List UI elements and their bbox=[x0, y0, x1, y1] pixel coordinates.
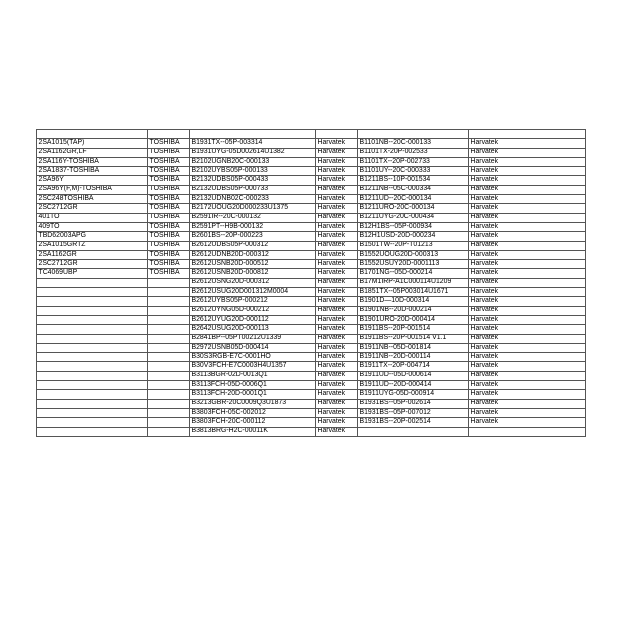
table-cell: Harvatek bbox=[316, 427, 358, 436]
table-cell: Harvatek bbox=[469, 278, 586, 287]
table-cell: Harvatek bbox=[316, 371, 358, 380]
table-cell bbox=[148, 362, 190, 371]
table-cell: B30S3RGB-E7C-0001HO bbox=[190, 353, 316, 362]
table-cell: B2172UOUG20D000233U1375 bbox=[190, 204, 316, 213]
table-cell bbox=[37, 130, 148, 139]
table-cell bbox=[190, 130, 316, 139]
table-cell: Harvatek bbox=[316, 269, 358, 278]
table-cell bbox=[148, 297, 190, 306]
table-cell: B1911BS--20P-001514 V1.1 bbox=[358, 334, 469, 343]
table-row bbox=[37, 167, 586, 176]
table-cell: Harvatek bbox=[469, 315, 586, 324]
table-cell: 2SA1015GRTZ bbox=[37, 241, 148, 250]
table-cell: B1101TX--20P-002733 bbox=[358, 157, 469, 166]
table-cell: Harvatek bbox=[316, 241, 358, 250]
table-cell: B1211UD--20C-000134 bbox=[358, 195, 469, 204]
table-cell: Harvatek bbox=[316, 306, 358, 315]
table-cell: Harvatek bbox=[469, 176, 586, 185]
table-cell: B2102UYBS05P-000133 bbox=[190, 167, 316, 176]
table-cell: B3113FCH-05D-0006Q1 bbox=[190, 381, 316, 390]
table-cell bbox=[37, 315, 148, 324]
table-cell: TOSHIBA bbox=[148, 232, 190, 241]
table-row bbox=[37, 306, 586, 315]
table-cell: Harvatek bbox=[469, 371, 586, 380]
table-cell bbox=[37, 334, 148, 343]
table-cell: TOSHIBA bbox=[148, 157, 190, 166]
table-cell: Harvatek bbox=[469, 288, 586, 297]
table-cell bbox=[148, 418, 190, 427]
table-cell: TBD62003APG bbox=[37, 232, 148, 241]
parts-table bbox=[36, 129, 586, 437]
table-row bbox=[37, 408, 586, 417]
table-row bbox=[37, 381, 586, 390]
table-cell: Harvatek bbox=[316, 176, 358, 185]
table-cell: Harvatek bbox=[469, 362, 586, 371]
table-cell: 2SA96Y bbox=[37, 176, 148, 185]
table-cell: B1911NB--05D-001814 bbox=[358, 343, 469, 352]
table-cell bbox=[37, 381, 148, 390]
table-cell: Harvatek bbox=[469, 167, 586, 176]
table-row bbox=[37, 185, 586, 194]
table-cell: B2612UDBS05P-000312 bbox=[190, 241, 316, 250]
table-row bbox=[37, 343, 586, 352]
table-cell: TOSHIBA bbox=[148, 241, 190, 250]
table-cell: B1901D—10D-000314 bbox=[358, 297, 469, 306]
table-cell: 2SC2712GR bbox=[37, 260, 148, 269]
table-cell bbox=[358, 427, 469, 436]
table-cell: B1101TX-20P-002533 bbox=[358, 148, 469, 157]
table-cell: Harvatek bbox=[316, 204, 358, 213]
table-cell: Harvatek bbox=[316, 325, 358, 334]
table-cell: Harvatek bbox=[316, 381, 358, 390]
table-cell: B1931BS--20P-002514 bbox=[358, 418, 469, 427]
table-row bbox=[37, 130, 586, 139]
table-cell: Harvatek bbox=[469, 232, 586, 241]
table-cell: B2612USNB20D-000512 bbox=[190, 260, 316, 269]
table-cell: B2132UDBS05P-000433 bbox=[190, 176, 316, 185]
table-cell: Harvatek bbox=[316, 399, 358, 408]
table-cell: B2612USNB20D-000812 bbox=[190, 269, 316, 278]
table-cell bbox=[316, 130, 358, 139]
table-row bbox=[37, 427, 586, 436]
table-cell: Harvatek bbox=[316, 222, 358, 231]
table-cell: B3113FCH-20D-0001Q1 bbox=[190, 390, 316, 399]
table-cell: B2972USNB05D-000414 bbox=[190, 343, 316, 352]
table-cell: Harvatek bbox=[316, 185, 358, 194]
table-cell bbox=[148, 427, 190, 436]
table-cell: B2841BP--05PT00212U1339 bbox=[190, 334, 316, 343]
table-cell: Harvatek bbox=[469, 269, 586, 278]
table-cell: Harvatek bbox=[316, 353, 358, 362]
table-cell: B2612USNG20D-000312 bbox=[190, 278, 316, 287]
table-cell: Harvatek bbox=[469, 213, 586, 222]
table-cell bbox=[37, 343, 148, 352]
table-cell: Harvatek bbox=[469, 260, 586, 269]
table-cell: Harvatek bbox=[316, 148, 358, 157]
table-row bbox=[37, 288, 586, 297]
table-row bbox=[37, 325, 586, 334]
table-cell: Harvatek bbox=[469, 250, 586, 259]
table-cell bbox=[148, 381, 190, 390]
table-cell: B12H1USD-20D-000234 bbox=[358, 232, 469, 241]
table-cell bbox=[148, 399, 190, 408]
table-cell bbox=[37, 390, 148, 399]
table-cell: B1211BS--10P-001534 bbox=[358, 176, 469, 185]
table-cell: TOSHIBA bbox=[148, 204, 190, 213]
table-cell: B2591PT--H9B-000132 bbox=[190, 222, 316, 231]
table-cell bbox=[148, 325, 190, 334]
table-cell: Harvatek bbox=[469, 185, 586, 194]
table-row bbox=[37, 213, 586, 222]
table-cell bbox=[148, 343, 190, 352]
table-cell: Harvatek bbox=[316, 362, 358, 371]
table-cell: Harvatek bbox=[316, 167, 358, 176]
table-cell: B17M1IRP-A1C000114U1209 bbox=[358, 278, 469, 287]
table-row bbox=[37, 297, 586, 306]
table-cell bbox=[469, 130, 586, 139]
table-cell: Harvatek bbox=[469, 306, 586, 315]
table-cell bbox=[37, 399, 148, 408]
table-cell: B1211URO-20C-000134 bbox=[358, 204, 469, 213]
table-cell: Harvatek bbox=[316, 232, 358, 241]
table-cell: 2SA1837-TOSHIBA bbox=[37, 167, 148, 176]
table-cell: B2132UDNB02C-000233 bbox=[190, 195, 316, 204]
table-cell: B2612UYBS05P-000212 bbox=[190, 297, 316, 306]
table-cell: B2612UYUG20D-000112 bbox=[190, 315, 316, 324]
table-cell bbox=[148, 408, 190, 417]
table-cell: Harvatek bbox=[469, 408, 586, 417]
table-cell: B1101NB--20C-000133 bbox=[358, 139, 469, 148]
table-cell: Harvatek bbox=[316, 408, 358, 417]
table-cell: B2642USUG20D-000113 bbox=[190, 325, 316, 334]
table-cell: B2612UDNB20D-000312 bbox=[190, 250, 316, 259]
table-cell: Harvatek bbox=[469, 399, 586, 408]
table-cell bbox=[37, 427, 148, 436]
table-cell: Harvatek bbox=[316, 157, 358, 166]
table-cell bbox=[469, 427, 586, 436]
table-cell: Harvatek bbox=[316, 297, 358, 306]
table-cell: TOSHIBA bbox=[148, 167, 190, 176]
table-cell: B1211UYG-20C-000434 bbox=[358, 213, 469, 222]
table-cell bbox=[37, 325, 148, 334]
table-cell: B2612USUG20D001312M0004 bbox=[190, 288, 316, 297]
table-cell: Harvatek bbox=[316, 315, 358, 324]
table-cell: TOSHIBA bbox=[148, 148, 190, 157]
table-row bbox=[37, 204, 586, 213]
table-cell: B1931BS--05P-007012 bbox=[358, 408, 469, 417]
table-cell bbox=[37, 418, 148, 427]
table-cell: 401TO bbox=[37, 213, 148, 222]
table-cell: Harvatek bbox=[316, 139, 358, 148]
table-cell bbox=[37, 353, 148, 362]
table-cell: B2601BS--20P-000223 bbox=[190, 232, 316, 241]
table-cell: Harvatek bbox=[469, 241, 586, 250]
table-cell: B1931TX--05P-003314 bbox=[190, 139, 316, 148]
table-cell: TOSHIBA bbox=[148, 250, 190, 259]
table-cell: B2132UDBS05P-000733 bbox=[190, 185, 316, 194]
table-cell: TOSHIBA bbox=[148, 222, 190, 231]
table-row bbox=[37, 399, 586, 408]
table-cell: B1552USUY20D-0001113 bbox=[358, 260, 469, 269]
table-cell: Harvatek bbox=[469, 325, 586, 334]
table-row bbox=[37, 157, 586, 166]
table-cell: Harvatek bbox=[316, 390, 358, 399]
table-row bbox=[37, 241, 586, 250]
table-cell: B1911NB--20D-000114 bbox=[358, 353, 469, 362]
table-cell: B30V3FCH-E7C0003H4U1357 bbox=[190, 362, 316, 371]
table-cell: B1501TW--20P-T01213 bbox=[358, 241, 469, 250]
table-cell: B1911UYG-05D-000914 bbox=[358, 390, 469, 399]
table-cell bbox=[148, 371, 190, 380]
table-cell: Harvatek bbox=[469, 381, 586, 390]
table-cell: Harvatek bbox=[316, 288, 358, 297]
table-cell: TOSHIBA bbox=[148, 139, 190, 148]
table-row bbox=[37, 148, 586, 157]
table-cell: Harvatek bbox=[469, 353, 586, 362]
table-cell: B1851TX--05P003014U1671 bbox=[358, 288, 469, 297]
table-cell: Harvatek bbox=[469, 390, 586, 399]
table-cell: B3803FCH-20C-000112 bbox=[190, 418, 316, 427]
table-cell: TOSHIBA bbox=[148, 195, 190, 204]
table-cell: B2591IR--20C-000132 bbox=[190, 213, 316, 222]
table-cell: Harvatek bbox=[469, 195, 586, 204]
table-cell: 2SC248TOSHIBA bbox=[37, 195, 148, 204]
table-cell: Harvatek bbox=[316, 260, 358, 269]
table-cell: B1911UD--20D-000414 bbox=[358, 381, 469, 390]
table-cell: B1101UY--20C-000333 bbox=[358, 167, 469, 176]
table-row bbox=[37, 278, 586, 287]
table-cell: B1931BS--05P-002614 bbox=[358, 399, 469, 408]
table-cell: 2SA1162GR bbox=[37, 250, 148, 259]
table-row bbox=[37, 371, 586, 380]
table-cell: B1911BS--20P-001514 bbox=[358, 325, 469, 334]
table-cell bbox=[148, 288, 190, 297]
table-cell: TOSHIBA bbox=[148, 185, 190, 194]
table-row bbox=[37, 315, 586, 324]
table-row bbox=[37, 390, 586, 399]
table-cell: Harvatek bbox=[316, 213, 358, 222]
table-cell: TOSHIBA bbox=[148, 269, 190, 278]
table-row bbox=[37, 269, 586, 278]
table-cell: Harvatek bbox=[316, 278, 358, 287]
table-cell: 409TO bbox=[37, 222, 148, 231]
table-cell: B2612UYNG05D-000212 bbox=[190, 306, 316, 315]
table-cell: B1911UD--05D-000614 bbox=[358, 371, 469, 380]
table-row bbox=[37, 232, 586, 241]
table-cell: Harvatek bbox=[469, 418, 586, 427]
table-row bbox=[37, 362, 586, 371]
table-cell bbox=[148, 353, 190, 362]
table-cell: TOSHIBA bbox=[148, 260, 190, 269]
table-cell: B3113BGR-02D-0013Q1 bbox=[190, 371, 316, 380]
table-row bbox=[37, 418, 586, 427]
table-cell: Harvatek bbox=[316, 195, 358, 204]
table-cell: B12H1BS--05P-000934 bbox=[358, 222, 469, 231]
table-cell: B1552UOUG20D-000313 bbox=[358, 250, 469, 259]
table-row bbox=[37, 260, 586, 269]
table-cell bbox=[148, 315, 190, 324]
table-cell: TOSHIBA bbox=[148, 213, 190, 222]
table-cell: 2SA1162GR,LF bbox=[37, 148, 148, 157]
table-cell bbox=[37, 371, 148, 380]
table-row bbox=[37, 353, 586, 362]
table-cell bbox=[37, 278, 148, 287]
table-row bbox=[37, 250, 586, 259]
parts-table-body bbox=[37, 130, 586, 437]
table-cell: B1211NB--05C-000334 bbox=[358, 185, 469, 194]
table-cell bbox=[148, 334, 190, 343]
table-cell bbox=[37, 297, 148, 306]
table-cell: TC4069UBP bbox=[37, 269, 148, 278]
table-cell: B1901URO-20D-000414 bbox=[358, 315, 469, 324]
table-row bbox=[37, 334, 586, 343]
table-cell: Harvatek bbox=[469, 148, 586, 157]
table-cell: 2SA96Y(F,M)-TOSHIBA bbox=[37, 185, 148, 194]
table-cell: Harvatek bbox=[316, 343, 358, 352]
table-cell bbox=[148, 130, 190, 139]
table-row bbox=[37, 222, 586, 231]
table-cell: 2SA1015(TAP) bbox=[37, 139, 148, 148]
table-cell: Harvatek bbox=[469, 139, 586, 148]
table-cell: B1701NG--05D-000214 bbox=[358, 269, 469, 278]
table-cell: Harvatek bbox=[469, 222, 586, 231]
table-cell: Harvatek bbox=[316, 250, 358, 259]
table-cell bbox=[148, 306, 190, 315]
table-cell: B3813BRG-H2C-00011K bbox=[190, 427, 316, 436]
table-cell bbox=[148, 390, 190, 399]
table-row bbox=[37, 176, 586, 185]
table-cell: Harvatek bbox=[469, 297, 586, 306]
table-cell: Harvatek bbox=[469, 343, 586, 352]
table-cell: B1901NB--20D-000214 bbox=[358, 306, 469, 315]
table-cell: Harvatek bbox=[316, 418, 358, 427]
table-cell: B2102UGNB20C-000133 bbox=[190, 157, 316, 166]
table-cell: B3213GBR-20C0009Q3U1873 bbox=[190, 399, 316, 408]
table-cell bbox=[37, 408, 148, 417]
table-cell: B3803FCH-05C-002012 bbox=[190, 408, 316, 417]
table-cell bbox=[148, 278, 190, 287]
table-cell bbox=[37, 362, 148, 371]
table-cell: Harvatek bbox=[469, 204, 586, 213]
table-cell: B1931UYG-05D002614U1382 bbox=[190, 148, 316, 157]
table-cell bbox=[37, 288, 148, 297]
table-cell: TOSHIBA bbox=[148, 176, 190, 185]
table-row bbox=[37, 195, 586, 204]
table-cell: Harvatek bbox=[469, 157, 586, 166]
table-cell: 2SA116Y-TOSHIBA bbox=[37, 157, 148, 166]
table-cell bbox=[358, 130, 469, 139]
table-cell: B1911TX--20P-004714 bbox=[358, 362, 469, 371]
table-row bbox=[37, 139, 586, 148]
table-cell: Harvatek bbox=[316, 334, 358, 343]
table-cell: Harvatek bbox=[469, 334, 586, 343]
table-cell: 2SC2712GR bbox=[37, 204, 148, 213]
table-cell bbox=[37, 306, 148, 315]
